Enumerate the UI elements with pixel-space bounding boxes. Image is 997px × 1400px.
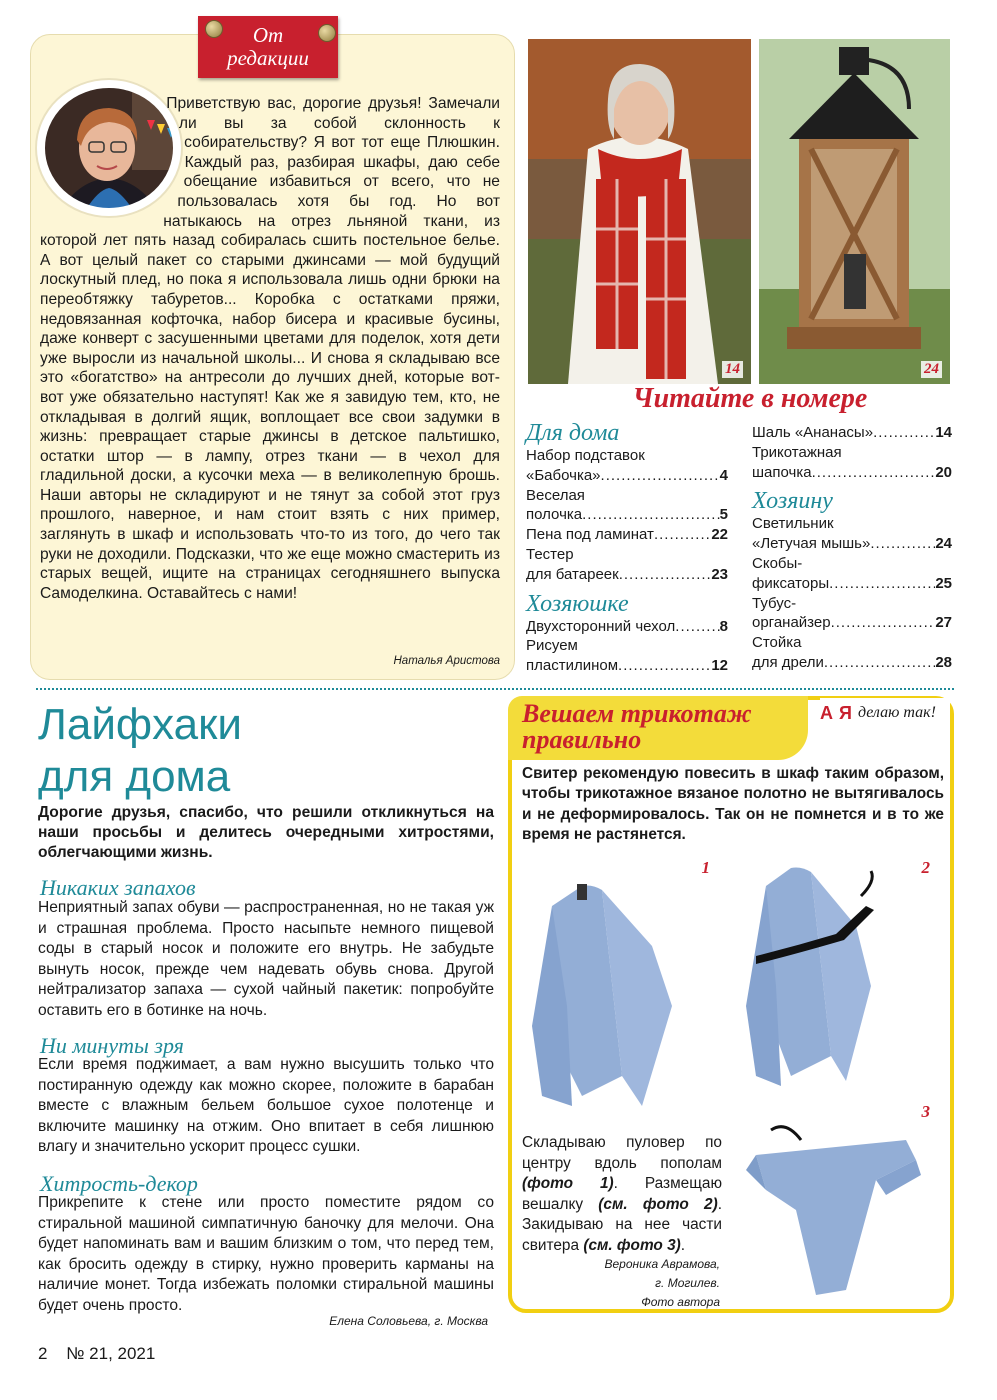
rubric-text: делаю так! xyxy=(857,704,936,721)
contents-item-page: 5 xyxy=(719,506,728,524)
leader-dots xyxy=(824,653,935,673)
lifehacks-signature: Елена Соловьева, г. Москва xyxy=(329,1314,488,1328)
editorial-badge-line1: От xyxy=(252,23,284,47)
contents-title: Читайте в номере xyxy=(632,383,868,414)
contents-item-label: для батареек xyxy=(526,565,619,583)
contents-item xyxy=(526,466,728,486)
step-text: . xyxy=(680,1236,686,1254)
leader-dots xyxy=(601,466,720,486)
leader-dots xyxy=(654,525,711,545)
pin-icon xyxy=(318,24,336,42)
leader-dots xyxy=(831,613,936,633)
sweater-photo-1 xyxy=(522,856,716,1128)
leader-dots xyxy=(582,505,720,525)
contents-item-page: 28 xyxy=(935,653,952,671)
step-text: Складываю пуловер по центру вдоль пополам xyxy=(522,1134,722,1172)
leader-dots xyxy=(618,656,711,676)
contents-item-page: 20 xyxy=(935,463,952,481)
contents-item-page: 8 xyxy=(719,617,728,635)
section-heading: Ни минуты зря xyxy=(40,1033,184,1058)
contents-item-line: Рисуем xyxy=(526,637,578,655)
scarf-photo xyxy=(528,39,751,384)
contents-item xyxy=(752,534,952,554)
section-heading: Хитрость-декор xyxy=(40,1171,198,1196)
author-city: г. Могилев. xyxy=(655,1276,720,1290)
lantern-photo xyxy=(759,39,950,384)
contents-item-line: Трикотажная xyxy=(752,443,842,461)
photo-number: 1 xyxy=(701,858,710,877)
step-ref: (фото 1) xyxy=(522,1175,614,1193)
contents-item-line: Тубус- xyxy=(752,594,797,612)
step-ref: (см. фото 2) xyxy=(598,1195,718,1213)
knitwear-title-line2: правильно xyxy=(522,725,642,754)
scarf-page-number: 14 xyxy=(722,361,743,378)
lantern-page-number: 24 xyxy=(921,361,942,378)
lifehacks-title: Лайфхаки xyxy=(38,700,242,749)
sweater-photo-3 xyxy=(726,1100,936,1296)
step-text: . Размещаю вешалку xyxy=(522,1175,722,1213)
contents-item-label: Пена под ламинат xyxy=(526,526,654,544)
contents-item-label: фиксаторы xyxy=(752,574,830,592)
contents-item-line: Светильник xyxy=(752,515,834,533)
pin-icon xyxy=(205,20,223,38)
leader-dots xyxy=(870,534,935,554)
knitwear-title-line1: Вешаем трикотаж xyxy=(522,699,752,728)
contents-item xyxy=(526,617,728,637)
contents-item-label: шапочка xyxy=(752,463,812,481)
author-name: Вероника Аврамова, xyxy=(604,1257,720,1271)
step-ref: (см. фото 3) xyxy=(583,1236,681,1254)
editorial-badge-line2: редакции xyxy=(227,46,309,70)
contents-item xyxy=(526,656,728,676)
contents-item-page: 12 xyxy=(711,657,728,675)
contents-item xyxy=(526,525,728,545)
contents-item-line: Стойка xyxy=(752,634,802,652)
contents-item-label: «Летучая мышь» xyxy=(752,535,871,553)
rubric-label xyxy=(820,698,950,728)
sweater-photo-2 xyxy=(736,856,936,1096)
leader-dots xyxy=(873,423,935,443)
contents-column-1 xyxy=(526,420,728,676)
lifehacks-subtitle: для дома xyxy=(38,752,231,801)
leader-dots xyxy=(829,574,935,594)
contents-item-line: Тестер xyxy=(526,545,574,563)
contents-item-line: Скобы- xyxy=(752,554,803,572)
knitwear-steps xyxy=(522,1133,722,1257)
contents-item-label: Двухсторонний чехол xyxy=(526,617,676,635)
photo-number: 3 xyxy=(921,1102,930,1121)
section-divider xyxy=(36,688,954,690)
contents-item-page: 4 xyxy=(719,466,728,484)
contents-item xyxy=(752,463,952,483)
contents-item-page: 14 xyxy=(935,424,952,441)
step-text: . Закидываю на нее части свитера xyxy=(522,1195,722,1254)
contents-item-page: 25 xyxy=(935,574,952,592)
issue-number: № 21, 2021 xyxy=(66,1344,156,1363)
rubric-letter-a: А xyxy=(820,702,833,723)
knitwear-credits xyxy=(530,1255,720,1312)
contents-column-2 xyxy=(752,423,952,673)
contents-category: Для дома xyxy=(526,420,620,446)
editorial-text: Приветствую вас, дорогие друзья! Замечали ли вы за собой склонность к собирательству? Я вот тот еще Плюшкин. Каждый раз, разбирая шкафы, даю себе обещание избавиться от всего, что не пользовалась хотя бы год. Но вот натыкаюсь на отрез льняной ткани, из которой лет пять назад собиралась сшить постельное белье. А вот целый пакет со старыми джинсами — мой будущий лоскутный плед, но пока я использовала лишь одни брюки на переобтяжку табуретов... Коробка с остатками пряжи, недовязанная кофточка, набор бисера и красивые бусины, даже конверт с засушенными цветами для поделок, хотя дети уже выросли из начальной школы... И снова я складываю все это «богатство» на антресоли до лучших дней, которые вот-вот уже обязательно наступят! Как же я завидую тем, кто, не откладывая в долгий ящик, воплощает все свои задумки в жизнь: превращает старые джинсы в детское пальтишко, остатки штор — в лампу, отрез ткани — в чехол для гладильной доски, а кусочки меха — в великолепную брошь. Наши авторы не складируют и не тянут за собой этот груз прошлого, наверное, и нам стоит взять с них пример, заглянуть в шкаф и использовать что-то из того, до чего так руки не доходили. Подсказки, что же еще можно смастерить из старых вещей, ищите на страницах сегодняшнего выпуска Самоделкина. Оставайтесь с нами! xyxy=(40,95,500,602)
section-text: Неприятный запах обуви — распространенная, но не такая уж и страшная проблема. Просто насыпьте немного пищевой соды в старый носок и положите его внутрь. Не забудьте вынуть носок, прежде чем надевать обувь снова. Другой нейтрализатор запаха — сухой чайный пакетик: попробуйте оставить его в ботинке на ночь. xyxy=(38,899,494,1019)
leader-dots xyxy=(675,617,719,637)
lifehacks-intro: Дорогие друзья, спасибо, что решили откликнуться на наши просьбы и делитесь очередными хитростями, облегчающими жизнь. xyxy=(38,804,494,861)
contents-item-line: Веселая xyxy=(526,486,585,504)
contents-item-label: полочка xyxy=(526,506,583,524)
contents-item xyxy=(752,653,952,673)
contents-category: Хозяюшке xyxy=(526,590,629,617)
rubric-letter-ya: Я xyxy=(839,702,852,723)
page-number: 2 xyxy=(38,1344,48,1363)
contents-item-line: Набор подставок xyxy=(526,447,645,464)
contents-item-label: для дрели xyxy=(752,653,824,671)
photo-credit: Фото автора xyxy=(641,1295,720,1309)
contents-item xyxy=(526,505,728,525)
leader-dots xyxy=(619,565,712,585)
contents-item xyxy=(752,574,952,594)
contents-item-label: пластилином xyxy=(526,657,619,675)
contents-item-page: 22 xyxy=(711,526,728,544)
contents-item xyxy=(752,613,952,633)
contents-item-page: 23 xyxy=(711,565,728,583)
section-text: Если время поджимает, а вам нужно высушить только что постиранную одежду как можно скорее, положите в барабан вместе с влажным бельем большое сухое полотенце и включите машинку на отжим. Оно впитает в себя лишнюю влагу и значительно ускорит процесс сушки. xyxy=(38,1056,494,1156)
photo-number: 2 xyxy=(921,858,930,877)
contents-item-label: органайзер xyxy=(752,614,831,632)
knitwear-intro: Свитер рекомендую повесить в шкаф таким образом, чтобы трикотажное вязаное полотно не вытягивалось и не деформировалось. Так он не помнется и в то же время не растянется. xyxy=(522,765,944,844)
knitwear-title xyxy=(522,701,822,753)
contents-item xyxy=(752,423,952,443)
contents-category: Хозяину xyxy=(752,488,833,515)
contents-item-label: Шаль «Ананасы» xyxy=(752,424,874,441)
leader-dots xyxy=(812,463,936,483)
page-footer xyxy=(38,1344,155,1364)
section-heading: Никаких запахов xyxy=(40,875,196,900)
editorial-signature: Наталья Аристова xyxy=(393,655,500,667)
contents-item xyxy=(526,565,728,585)
contents-item-page: 24 xyxy=(935,535,952,553)
section-text: Прикрепите к стене или просто поместите рядом со стиральной машиной симпатичную баночку для мелочи. Она будет напоминать вам и вашим близким о том, что перед тем, как бросить одежду в стирку, нужно проверить карманы на наличие монет. Тогда избежать поломки стиральной машины будет очень просто. xyxy=(38,1194,494,1314)
contents-item-label: «Бабочка» xyxy=(526,466,601,484)
contents-item-page: 27 xyxy=(935,614,952,632)
